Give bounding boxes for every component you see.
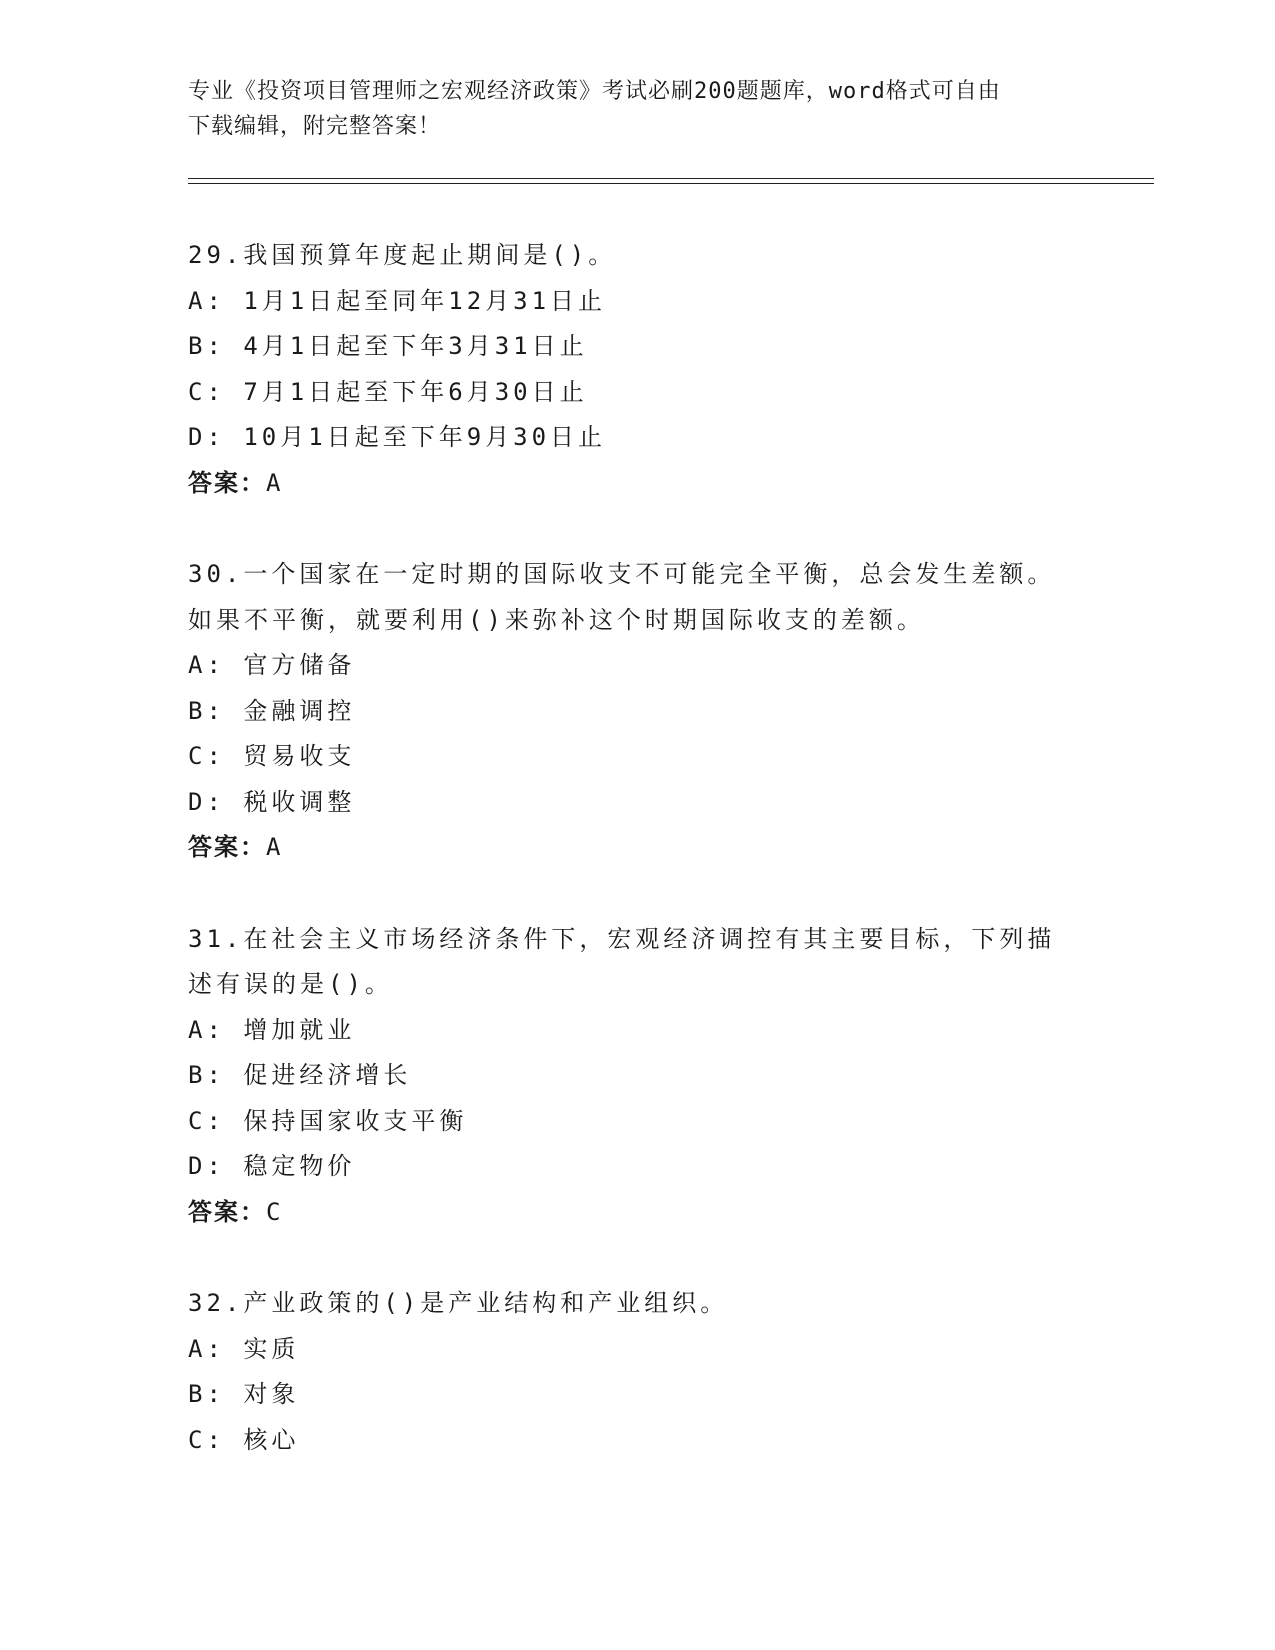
answer-line <box>188 1190 1088 1236</box>
option-d: D: 税收调整 <box>188 787 356 816</box>
option-a: A: 1月1日起至同年12月31日止 <box>188 286 607 315</box>
answer-label: 答案： <box>188 468 266 497</box>
answer-line <box>188 825 1088 871</box>
question-list <box>188 233 1088 1509</box>
question-29 <box>188 233 1088 506</box>
answer-value: C <box>266 1197 283 1226</box>
header-divider-bottom <box>188 183 1154 184</box>
option-b: B: 4月1日起至下年3月31日止 <box>188 332 588 360</box>
header-line-2: 下载编辑，附完整答案！ <box>188 114 442 139</box>
header-line-1: 专业《投资项目管理师之宏观经济政策》考试必刷200题题库，word格式可自由 <box>188 79 1001 104</box>
question-31 <box>188 917 1088 1236</box>
question-stem: 30.一个国家在一定时期的国际收支不可能完全平衡，总会发生差额。 <box>188 560 1056 588</box>
option-c: C: 贸易收支 <box>188 742 356 770</box>
question-stem: 29.我国预算年度起止期间是()。 <box>188 241 617 269</box>
answer-value: A <box>266 468 283 497</box>
option-c: C: 7月1日起至下年6月30日止 <box>188 377 588 406</box>
answer-label: 答案： <box>188 833 266 861</box>
option-a: A: 实质 <box>188 1334 300 1363</box>
option-c: C: 保持国家收支平衡 <box>188 1106 468 1135</box>
option-b: B: 对象 <box>188 1380 300 1408</box>
option-a: A: 增加就业 <box>188 1015 356 1044</box>
option-d: D: 10月1日起至下年9月30日止 <box>188 423 607 451</box>
answer-line <box>188 461 1088 507</box>
option-b: B: 金融调控 <box>188 696 356 725</box>
question-stem-continued: 如果不平衡，就要利用()来弥补这个时期国际收支的差额。 <box>188 605 925 634</box>
header-divider-top <box>188 178 1154 179</box>
answer-value: A <box>266 833 283 861</box>
option-b: B: 促进经济增长 <box>188 1061 412 1089</box>
question-stem: 31.在社会主义市场经济条件下，宏观经济调控有其主要目标，下列描 <box>188 924 1056 953</box>
question-30 <box>188 552 1088 871</box>
option-d: D: 稳定物价 <box>188 1152 356 1180</box>
answer-label: 答案： <box>188 1197 266 1226</box>
question-stem-continued: 述有误的是()。 <box>188 970 393 998</box>
question-32 <box>188 1281 1088 1463</box>
document-header <box>188 74 1068 144</box>
option-c: C: 核心 <box>188 1425 300 1454</box>
question-stem: 32.产业政策的()是产业结构和产业组织。 <box>188 1289 729 1317</box>
option-a: A: 官方储备 <box>188 651 356 679</box>
